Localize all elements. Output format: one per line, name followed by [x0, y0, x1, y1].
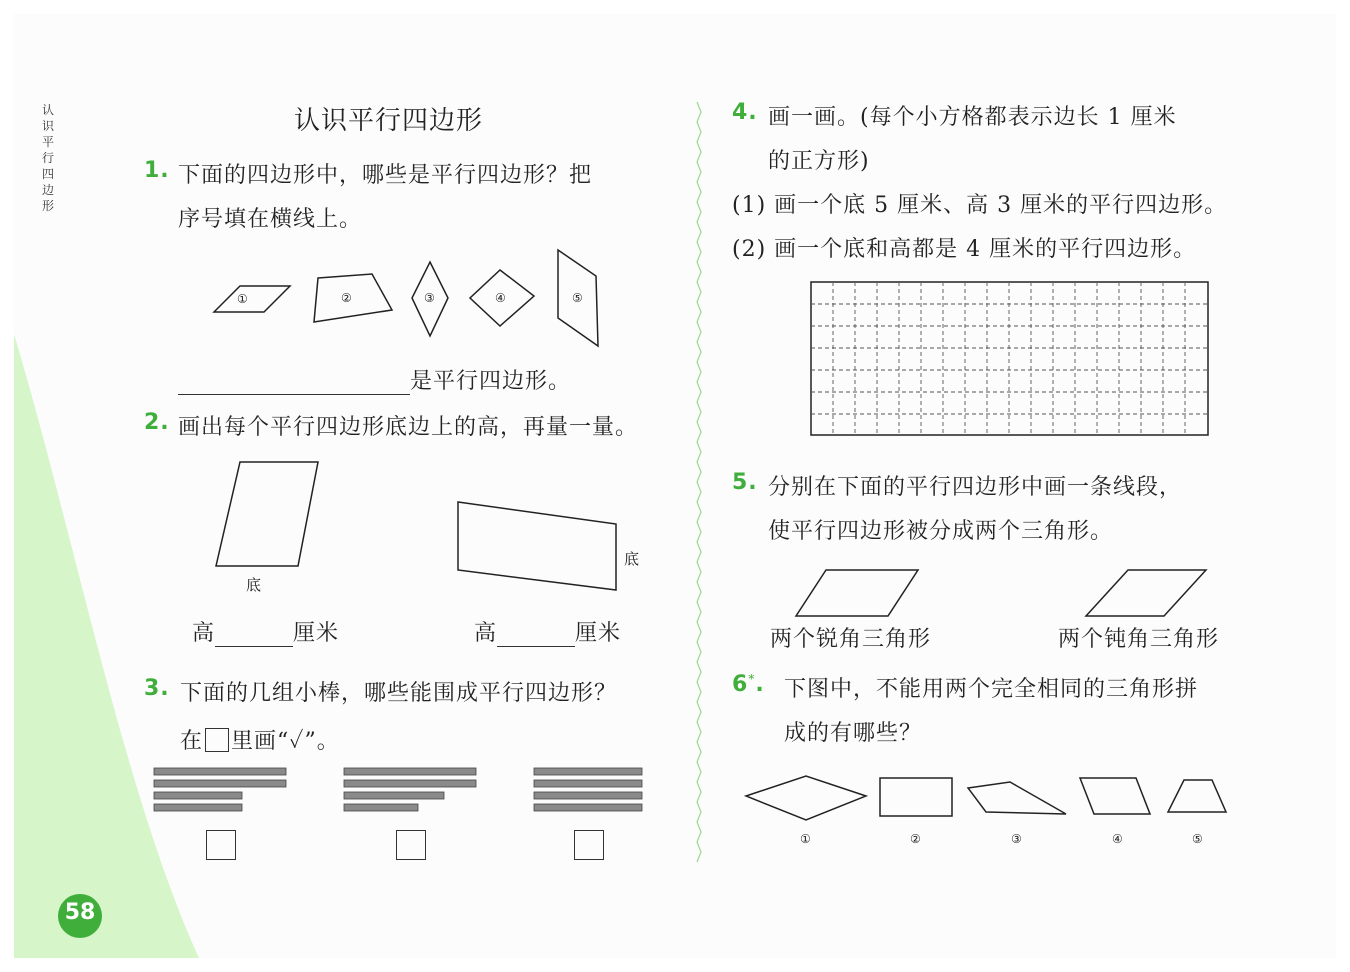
- stick: [344, 780, 476, 787]
- q5-text-line2: 使平行四边形被分成两个三角形。: [768, 519, 1114, 544]
- q6-number: [732, 672, 765, 697]
- q1-label-2: ②: [341, 291, 353, 305]
- q1-label-5: ⑤: [572, 291, 584, 305]
- side-title-char: 边: [41, 183, 54, 197]
- q3-line2-pre: 在: [180, 729, 204, 754]
- q3-text-line2: [180, 724, 340, 755]
- q6-shape-5: [1168, 780, 1226, 812]
- q6-label-1: ①: [800, 832, 812, 846]
- q3-checkbox-2[interactable]: [396, 830, 426, 860]
- q5-caption-2: 两个钝角三角形: [1058, 627, 1220, 652]
- q5-number: 5.: [732, 470, 758, 495]
- stick: [154, 792, 242, 799]
- q2-answer-blank-1[interactable]: [215, 624, 293, 647]
- q1-answer-suffix: 是平行四边形。: [410, 369, 572, 394]
- q3-checkbox-1[interactable]: [206, 830, 236, 860]
- q6-number-digit: 6: [732, 672, 749, 697]
- stick: [154, 780, 286, 787]
- q6-label-3: ③: [1011, 832, 1023, 846]
- stick: [154, 768, 286, 775]
- q4-grid: [811, 282, 1208, 435]
- q1-label-3: ③: [424, 291, 436, 305]
- page-title: 认识平行四边形: [294, 106, 484, 136]
- q5-text-line1: 分别在下面的平行四边形中画一条线段，: [768, 475, 1183, 500]
- q2-height-label: 高: [474, 621, 498, 646]
- side-band: [14, 334, 199, 958]
- stick: [534, 804, 642, 811]
- workbook-page: [14, 14, 1336, 958]
- q2-answer-1: [192, 616, 339, 647]
- stick: [344, 804, 418, 811]
- q5-parallelogram-2: [1086, 570, 1206, 616]
- page-number: 58: [64, 900, 96, 925]
- q6-number-dot: .: [755, 672, 765, 697]
- q6-label-2: ②: [910, 832, 922, 846]
- side-title-char: 行: [41, 151, 54, 165]
- q3-number: 3.: [144, 676, 170, 701]
- q4-text-line2: 的正方形): [768, 149, 870, 174]
- q4-text-line1: 画一画。(每个小方格都表示边长 1 厘米: [768, 105, 1177, 130]
- q4-sub2: (2) 画一个底和高都是 4 厘米的平行四边形。: [732, 237, 1197, 262]
- stick: [344, 792, 444, 799]
- q6-label-5: ⑤: [1192, 832, 1204, 846]
- q5-caption-1: 两个锐角三角形: [770, 627, 932, 652]
- q1-label-1: ①: [237, 292, 249, 306]
- q6-text-line2: 成的有哪些？: [784, 721, 923, 746]
- q3-line2-post: 里画“✓”。: [231, 729, 340, 754]
- q6-label-4: ④: [1112, 832, 1124, 846]
- stick: [154, 804, 242, 811]
- stick: [534, 792, 642, 799]
- stick: [534, 780, 642, 787]
- q2-base-label-2: 底: [624, 550, 641, 568]
- side-title-char: 平: [41, 135, 54, 149]
- q4-number: 4.: [732, 100, 758, 125]
- center-divider: [697, 102, 701, 862]
- q6-shape-4: [1080, 778, 1150, 814]
- q6-text-line1: 下图中，不能用两个完全相同的三角形拼: [784, 677, 1199, 702]
- q1-answer-row: [178, 364, 571, 395]
- q1-text-line2: 序号填在横线上。: [178, 207, 363, 232]
- q2-height-label: 高: [192, 621, 216, 646]
- side-title-char: 认: [41, 103, 54, 117]
- stick: [534, 768, 642, 775]
- q2-answer-blank-2[interactable]: [497, 624, 575, 647]
- q5-parallelogram-1: [796, 570, 918, 616]
- q1-shape-2: [314, 274, 392, 322]
- q2-unit: 厘米: [575, 621, 622, 646]
- q1-answer-blank[interactable]: [178, 372, 410, 395]
- q6-shape-1: [746, 776, 866, 820]
- side-title: [40, 102, 56, 214]
- q6-shape-3: [968, 782, 1066, 814]
- q1-label-4: ④: [495, 291, 507, 305]
- q1-shape-1: [214, 286, 290, 312]
- q2-parallelogram-2: [458, 502, 616, 590]
- q3-inline-box: [205, 728, 229, 752]
- q1-number: 1.: [144, 158, 170, 183]
- q2-unit: 厘米: [293, 621, 340, 646]
- q2-base-label-1: 底: [246, 576, 263, 594]
- side-title-char: 识: [41, 119, 54, 133]
- q2-text: 画出每个平行四边形底边上的高，再量一量。: [178, 415, 639, 440]
- q3-checkbox-3[interactable]: [574, 830, 604, 860]
- q4-sub1: (1) 画一个底 5 厘米、高 3 厘米的平行四边形。: [732, 193, 1228, 218]
- side-title-char: 形: [41, 199, 54, 213]
- side-title-char: 四: [41, 167, 54, 181]
- q2-answer-2: [474, 616, 621, 647]
- q3-text-line1: 下面的几组小棒，哪些能围成平行四边形？: [180, 681, 618, 706]
- q1-text-line1: 下面的四边形中，哪些是平行四边形？把: [178, 163, 593, 188]
- stick: [344, 768, 476, 775]
- q2-number: 2.: [144, 410, 170, 435]
- q6-shape-2: [880, 778, 952, 816]
- q6-star: *: [748, 672, 756, 686]
- q2-parallelogram-1: [216, 462, 318, 566]
